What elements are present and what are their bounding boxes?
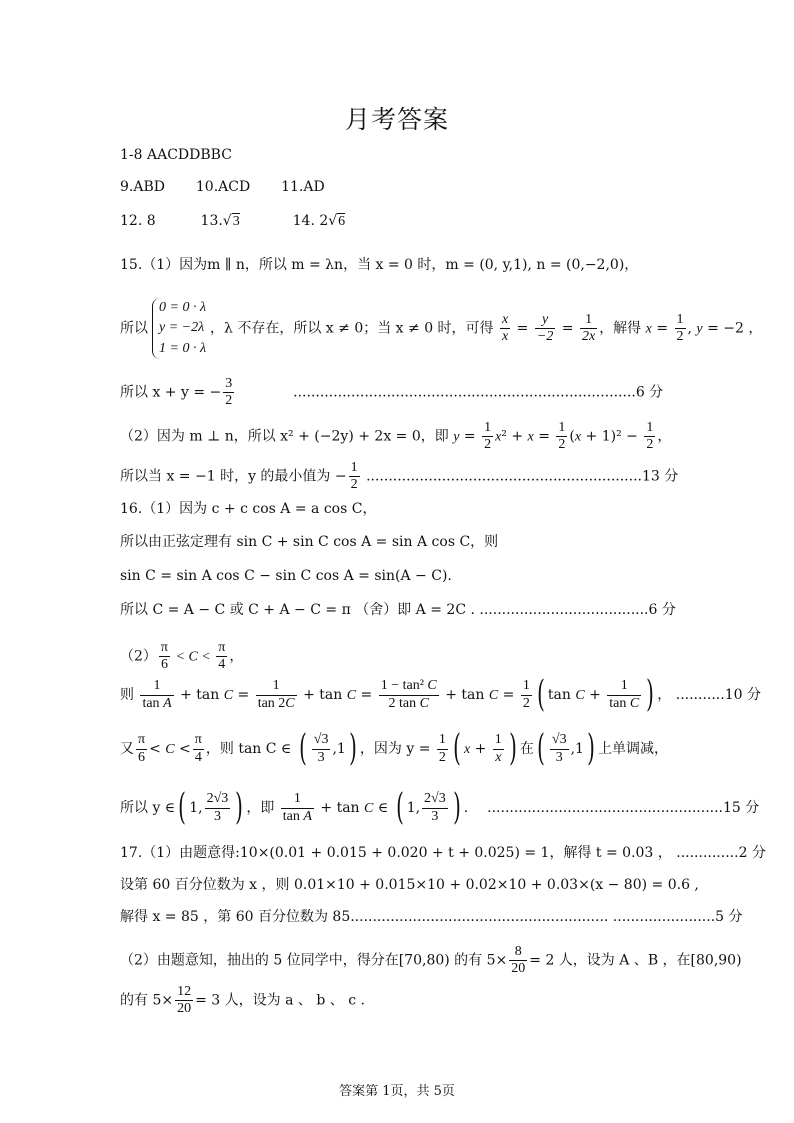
q16-part1: 16.（1）因为 c + c cos A = a cos C， bbox=[120, 501, 377, 517]
answer-10: 10.ACD bbox=[195, 179, 251, 195]
q16-expression: 则 $\frac{1}{\text{tan A}}$ + tan C = $\frac{1}{\tan 2C}$ + tan C = $\frac{\text{1 − tan² C}}{\text{2 tan C}}$ + tan C = $\frac{1}{2}$ ( tan C + $\frac{1}{\text{tan C}}$ ) ， ...........10 分 bbox=[120, 674, 761, 715]
q17-percentile-result: 解得 x = 85 ，第 60 百分位数为 85.......................................................... .......................5 分 bbox=[120, 909, 743, 925]
q16-derivation: sin C = sin A cos C − sin C cos A = sin(A − C). bbox=[120, 568, 452, 584]
answer-13: 13.√3 bbox=[200, 213, 240, 229]
answer-14: 14. 2√6 bbox=[292, 213, 346, 229]
q15-part2: （2）因为 m ⊥ n，所以 x² + (−2y) + 2x = 0，即 y = $\frac{1}{2}$ x² + x = $\frac{1}{2}$ (x + 1)² − $\frac{1}{2}$ ， bbox=[120, 420, 672, 453]
page-title: 月考答案 bbox=[344, 105, 449, 134]
q16-sine-rule: 所以由正弦定理有 sin C + sin C cos A = sin A cos C，则 bbox=[120, 534, 499, 550]
q16-conclusion: 所以 C = A − C 或 C + A − C = π （舍）即 A = 2C . ......................................6 分 bbox=[120, 602, 676, 618]
answer-9: 9.ABD bbox=[120, 179, 165, 195]
q16-result: 所以 y ∈( 1, $\frac{2√3}{3}$ ) ，即 $\frac{1}{\text{tan A}}$ + tan C ∈ ( 1, $\frac{2√3}{3}$ ) . .....................................................15 分 bbox=[120, 787, 760, 828]
q15-system-line: 所以 0 = 0 · λ y = −2λ 1 = 0 · λ ，λ 不存在，所以 x ≠ 0；当 x ≠ 0 时，可得 $\frac{x}{x}$ = $\frac{y}{-2}$ = $\frac{1}{2x}$ ，解得 x = $\frac{1}{2}$ , y = −2 ， bbox=[120, 298, 762, 359]
answers-9-11 bbox=[120, 180, 325, 194]
answers-12-14 bbox=[120, 214, 345, 229]
q17-part1: 17.（1）由题意得:10×(0.01 + 0.015 + 0.020 + t + 0.025) = 1，解得 t = 0.03 ， ..............2 分 bbox=[120, 845, 766, 861]
answer-12: 12. 8 bbox=[120, 213, 156, 229]
q17-percentile: 设第 60 百分位数为 x ，则 0.01×10 + 0.015×10 + 0.02×10 + 0.03×(x − 80) = 0.6 , bbox=[120, 877, 699, 893]
q15-part1: 15.（1）因为m ∥ n，所以 m = λn，当 x = 0 时，m = (0, y,1), n = (0,−2,0)， bbox=[120, 257, 639, 273]
answer-11: 11.AD bbox=[281, 179, 325, 195]
q16-monotonic: 又 $\frac{\pi}{6}$ < C < $\frac{\pi}{4}$ ，则 tan C ∈ ( $\frac{√3}{3}$ ,1) ，因为 y = $\frac{1}{2}$ ( x + $\frac{1}{x}$ ) 在( $\frac{√3}{3}$ ,1) 上单调减， bbox=[120, 728, 668, 769]
q15-min-line: 所以当 x = −1 时，y 的最小值为 − $\frac{1}{2}$ ..............................................................13 分 bbox=[120, 460, 679, 493]
answers-1-8: 1-8 AACDDBBC bbox=[120, 147, 232, 163]
q15-sum-line: 所以 x + y = − $\frac{3}{2}$ .............................................................................6 分 bbox=[120, 376, 664, 409]
q17-part2-cont: 的有 5× $\frac{12}{20}$ = 3 人，设为 a 、 b 、 c . bbox=[120, 984, 365, 1017]
q17-part2: （2）由题意知，抽出的 5 位同学中，得分在[70,80) 的有 5× $\frac{8}{20}$ = 2 人，设为 A 、B ，在[80,90) bbox=[120, 944, 742, 977]
page-footer: 答案第 1页，共 5页 bbox=[339, 1084, 455, 1099]
q16-part2-range: （2） $\frac{\pi}{6}$ < C < $\frac{\pi}{4}$ ， bbox=[120, 640, 244, 673]
equation-system: 0 = 0 · λ y = −2λ 1 = 0 · λ bbox=[152, 298, 206, 359]
